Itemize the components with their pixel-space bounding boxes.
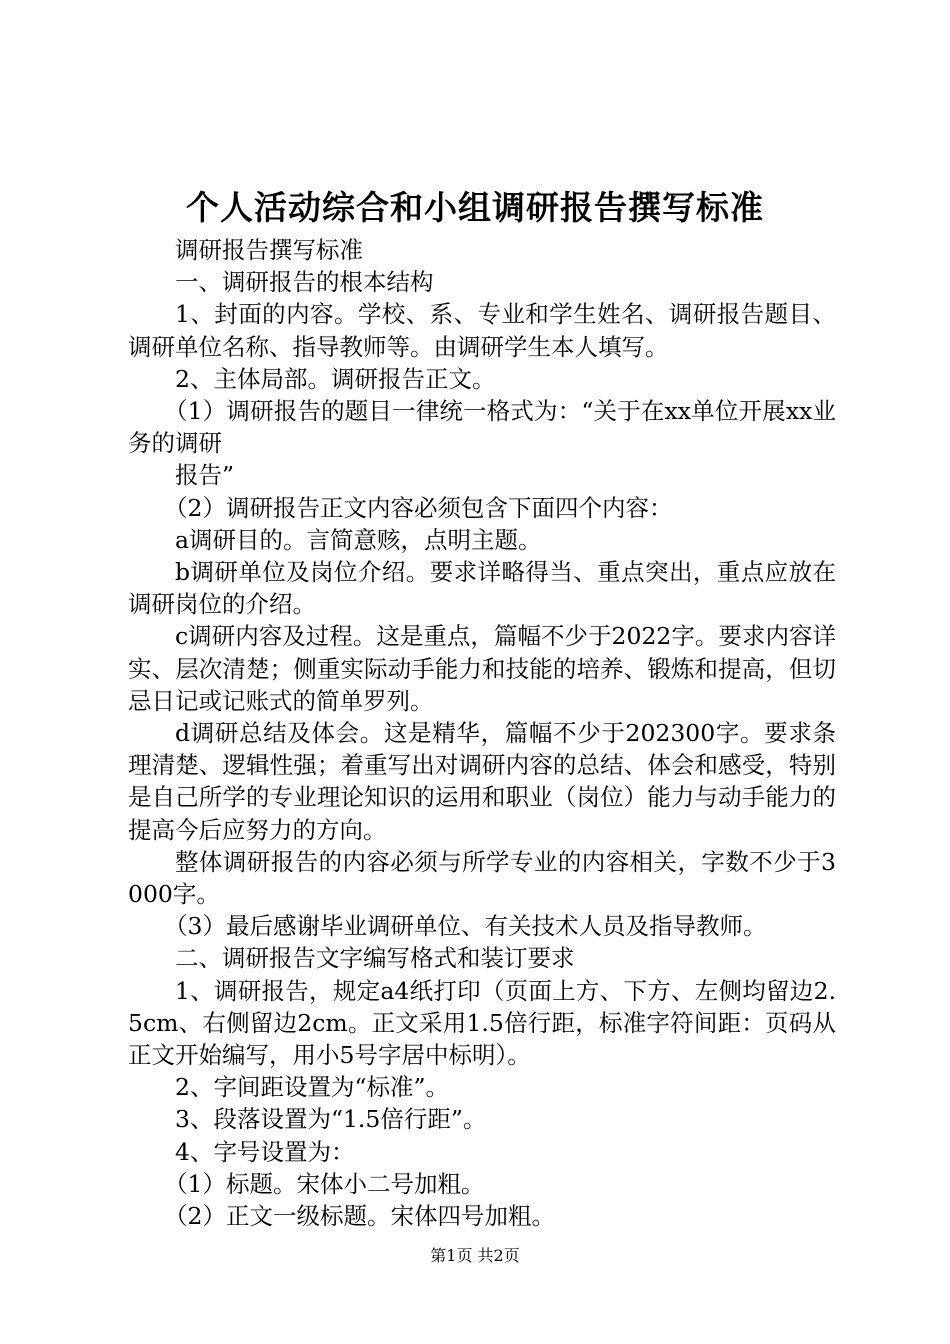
page-footer: 第1页 共2页 xyxy=(430,1246,520,1265)
paragraph: （2）正文一级标题。宋体四号加粗。 xyxy=(164,1202,555,1231)
paragraph: d调研总结及体会。这是精华，篇幅不少于202300字。要求条理清楚、逻辑性强；着重写出对调研内容的总结、体会和感受，特别是自己所学的专业理论知识的运用和职业（岗位）能力与动手能力的提高今后应努力的方向。 xyxy=(128,719,836,844)
paragraph: （3）最后感谢毕业调研单位、有关技术人员及指导教师。 xyxy=(164,912,767,941)
paragraph: 2、主体局部。调研报告正文。 xyxy=(175,364,496,393)
paragraph: （2）调研报告正文内容必须包含下面四个内容： xyxy=(164,493,673,522)
paragraph: （1）标题。宋体小二号加粗。 xyxy=(164,1169,485,1198)
paragraph: 调研报告撰写标准 xyxy=(175,236,363,264)
paragraph: 1、封面的内容。学校、系、专业和学生姓名、调研报告题目、调研单位名称、指导教师等。由调研学生本人填写。 xyxy=(128,300,836,361)
paragraph: c调研内容及过程。这是重点，篇幅不少于2022字。要求内容详实、层次清楚；侧重实际动手能力和技能的培养、锻炼和提高，但切忌日记或记账式的简单罗列。 xyxy=(128,622,836,715)
paragraph: 2、字间距设置为“标准”。 xyxy=(175,1073,449,1102)
paragraph: 整体调研报告的内容必须与所学专业的内容相关，字数不少于3000字。 xyxy=(128,847,836,909)
document-title: 个人活动综合和小组调研报告撰写标准 xyxy=(186,188,764,227)
paragraph: 3、段落设置为“1.5倍行距”。 xyxy=(175,1105,487,1134)
paragraph: 1、调研报告，规定a4纸打印（页面上方、下方、左侧均留边2.5cm、右侧留边2cm。正文采用1.5倍行距，标准字符间距：页码从正文开始编写，用小5号字居中标明）。 xyxy=(128,976,836,1070)
paragraph: 4、字号设置为： xyxy=(175,1137,355,1166)
paragraph: （1）调研报告的题目一律统一格式为：“关于在xx单位开展xx业务的调研 xyxy=(128,397,836,458)
paragraph: b调研单位及岗位介绍。要求详略得当、重点突出，重点应放在调研岗位的介绍。 xyxy=(128,558,836,619)
paragraph: a调研目的。言简意赅，点明主题。 xyxy=(175,525,542,554)
paragraph: 报告” xyxy=(175,461,235,490)
section-heading: 一、调研报告的根本结构 xyxy=(175,268,434,297)
section-heading: 二、调研报告文字编写格式和装订要求 xyxy=(175,944,575,973)
document-body xyxy=(128,234,836,1232)
